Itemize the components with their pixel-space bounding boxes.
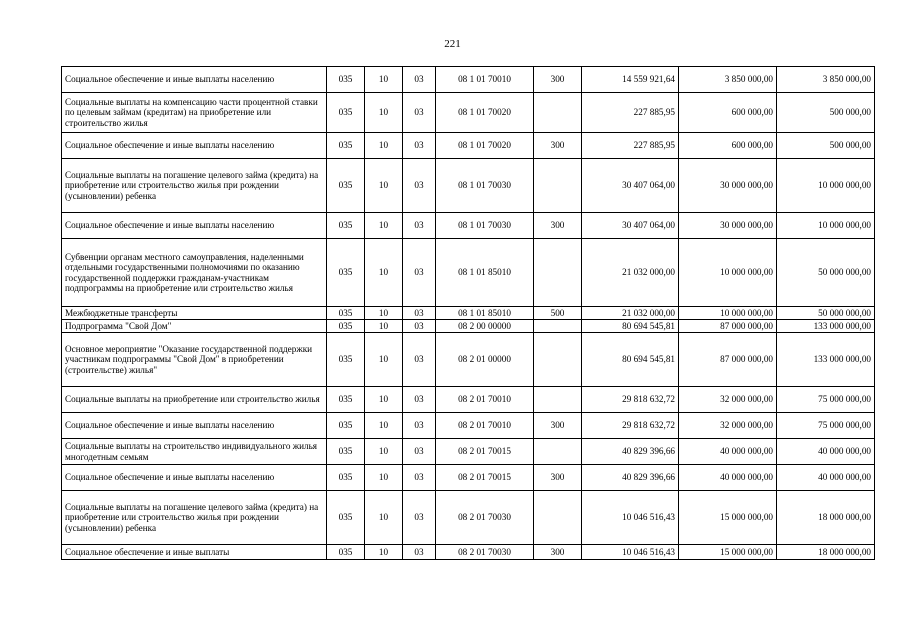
amount-year2-cell: 600 000,00 bbox=[679, 133, 777, 159]
ministry-code-cell: 035 bbox=[327, 387, 365, 413]
amount-year2-cell: 32 000 000,00 bbox=[679, 387, 777, 413]
amount-year2-cell: 10 000 000,00 bbox=[679, 239, 777, 307]
amount-year1-cell: 227 885,95 bbox=[582, 93, 679, 133]
ministry-code-cell: 035 bbox=[327, 545, 365, 560]
row-name-cell: Подпрограмма "Свой Дом" bbox=[62, 320, 327, 333]
target-article-cell: 08 1 01 85010 bbox=[436, 307, 534, 320]
expense-type-cell: 300 bbox=[534, 465, 582, 491]
row-name-cell: Социальное обеспечение и иные выплаты населению bbox=[62, 133, 327, 159]
section-code-cell: 10 bbox=[365, 239, 403, 307]
target-article-cell: 08 1 01 70020 bbox=[436, 133, 534, 159]
section-code-cell: 10 bbox=[365, 320, 403, 333]
subsection-code-cell: 03 bbox=[403, 413, 436, 439]
amount-year1-cell: 40 829 396,66 bbox=[582, 465, 679, 491]
expense-type-cell bbox=[534, 439, 582, 465]
ministry-code-cell: 035 bbox=[327, 93, 365, 133]
amount-year3-cell: 3 850 000,00 bbox=[777, 67, 875, 93]
section-code-cell: 10 bbox=[365, 333, 403, 387]
ministry-code-cell: 035 bbox=[327, 213, 365, 239]
amount-year3-cell: 75 000 000,00 bbox=[777, 387, 875, 413]
table-row bbox=[62, 93, 875, 133]
expense-type-cell bbox=[534, 333, 582, 387]
ministry-code-cell: 035 bbox=[327, 239, 365, 307]
amount-year1-cell: 14 559 921,64 bbox=[582, 67, 679, 93]
amount-year2-cell: 87 000 000,00 bbox=[679, 333, 777, 387]
amount-year1-cell: 29 818 632,72 bbox=[582, 413, 679, 439]
section-code-cell: 10 bbox=[365, 491, 403, 545]
subsection-code-cell: 03 bbox=[403, 320, 436, 333]
expense-type-cell bbox=[534, 159, 582, 213]
target-article-cell: 08 2 01 00000 bbox=[436, 333, 534, 387]
amount-year3-cell: 10 000 000,00 bbox=[777, 159, 875, 213]
section-code-cell: 10 bbox=[365, 465, 403, 491]
table-row bbox=[62, 67, 875, 93]
table-row bbox=[62, 387, 875, 413]
row-name-cell: Социальные выплаты на строительство индивидуального жилья многодетным семьям bbox=[62, 439, 327, 465]
row-name-cell: Социальные выплаты на погашение целевого займа (кредита) на приобретение или строительство жилья при рождении (усыновлении) ребенка bbox=[62, 159, 327, 213]
section-code-cell: 10 bbox=[365, 133, 403, 159]
target-article-cell: 08 1 01 70030 bbox=[436, 159, 534, 213]
amount-year3-cell: 500 000,00 bbox=[777, 93, 875, 133]
section-code-cell: 10 bbox=[365, 545, 403, 560]
expense-type-cell: 500 bbox=[534, 307, 582, 320]
row-name-cell: Основное мероприятие "Оказание государственной поддержки участникам подпрограммы "Свой Дом" в приобретении (строительстве) жилья" bbox=[62, 333, 327, 387]
table-row bbox=[62, 545, 875, 560]
amount-year3-cell: 500 000,00 bbox=[777, 133, 875, 159]
amount-year3-cell: 75 000 000,00 bbox=[777, 413, 875, 439]
row-name-cell: Социальные выплаты на погашение целевого займа (кредита) на приобретение или строительство жилья при рождении (усыновлении) ребенка bbox=[62, 491, 327, 545]
section-code-cell: 10 bbox=[365, 67, 403, 93]
ministry-code-cell: 035 bbox=[327, 159, 365, 213]
subsection-code-cell: 03 bbox=[403, 439, 436, 465]
table-row bbox=[62, 439, 875, 465]
expense-type-cell bbox=[534, 239, 582, 307]
section-code-cell: 10 bbox=[365, 439, 403, 465]
amount-year3-cell: 50 000 000,00 bbox=[777, 239, 875, 307]
amount-year2-cell: 32 000 000,00 bbox=[679, 413, 777, 439]
row-name-cell: Социальное обеспечение и иные выплаты населению bbox=[62, 465, 327, 491]
expense-type-cell bbox=[534, 320, 582, 333]
amount-year1-cell: 80 694 545,81 bbox=[582, 333, 679, 387]
target-article-cell: 08 2 01 70015 bbox=[436, 465, 534, 491]
expense-type-cell: 300 bbox=[534, 213, 582, 239]
amount-year3-cell: 40 000 000,00 bbox=[777, 439, 875, 465]
ministry-code-cell: 035 bbox=[327, 307, 365, 320]
amount-year2-cell: 40 000 000,00 bbox=[679, 439, 777, 465]
amount-year1-cell: 21 032 000,00 bbox=[582, 307, 679, 320]
section-code-cell: 10 bbox=[365, 307, 403, 320]
expense-type-cell: 300 bbox=[534, 133, 582, 159]
row-name-cell: Межбюджетные трансферты bbox=[62, 307, 327, 320]
target-article-cell: 08 2 01 70015 bbox=[436, 439, 534, 465]
row-name-cell: Социальное обеспечение и иные выплаты населению bbox=[62, 67, 327, 93]
table-row bbox=[62, 159, 875, 213]
subsection-code-cell: 03 bbox=[403, 333, 436, 387]
subsection-code-cell: 03 bbox=[403, 491, 436, 545]
budget-table-body bbox=[62, 67, 875, 560]
expense-type-cell bbox=[534, 491, 582, 545]
table-row bbox=[62, 491, 875, 545]
page-number: 221 bbox=[444, 38, 461, 50]
amount-year3-cell: 18 000 000,00 bbox=[777, 545, 875, 560]
subsection-code-cell: 03 bbox=[403, 387, 436, 413]
table-row bbox=[62, 465, 875, 491]
budget-table bbox=[61, 66, 875, 560]
amount-year1-cell: 29 818 632,72 bbox=[582, 387, 679, 413]
row-name-cell: Социальные выплаты на компенсацию части процентной ставки по целевым займам (кредитам) на приобретение или строительство жилья bbox=[62, 93, 327, 133]
row-name-cell: Социальное обеспечение и иные выплаты bbox=[62, 545, 327, 560]
ministry-code-cell: 035 bbox=[327, 491, 365, 545]
amount-year2-cell: 600 000,00 bbox=[679, 93, 777, 133]
ministry-code-cell: 035 bbox=[327, 439, 365, 465]
table-row bbox=[62, 320, 875, 333]
target-article-cell: 08 1 01 85010 bbox=[436, 239, 534, 307]
section-code-cell: 10 bbox=[365, 159, 403, 213]
table-row bbox=[62, 133, 875, 159]
amount-year2-cell: 15 000 000,00 bbox=[679, 545, 777, 560]
amount-year2-cell: 10 000 000,00 bbox=[679, 307, 777, 320]
amount-year1-cell: 30 407 064,00 bbox=[582, 159, 679, 213]
target-article-cell: 08 1 01 70030 bbox=[436, 213, 534, 239]
expense-type-cell: 300 bbox=[534, 67, 582, 93]
target-article-cell: 08 2 01 70010 bbox=[436, 413, 534, 439]
amount-year1-cell: 80 694 545,81 bbox=[582, 320, 679, 333]
amount-year3-cell: 133 000 000,00 bbox=[777, 320, 875, 333]
section-code-cell: 10 bbox=[365, 93, 403, 133]
expense-type-cell: 300 bbox=[534, 413, 582, 439]
table-row bbox=[62, 413, 875, 439]
subsection-code-cell: 03 bbox=[403, 159, 436, 213]
row-name-cell: Социальное обеспечение и иные выплаты населению bbox=[62, 213, 327, 239]
amount-year1-cell: 10 046 516,43 bbox=[582, 491, 679, 545]
amount-year3-cell: 10 000 000,00 bbox=[777, 213, 875, 239]
amount-year2-cell: 40 000 000,00 bbox=[679, 465, 777, 491]
amount-year3-cell: 40 000 000,00 bbox=[777, 465, 875, 491]
row-name-cell: Социальные выплаты на приобретение или строительство жилья bbox=[62, 387, 327, 413]
subsection-code-cell: 03 bbox=[403, 307, 436, 320]
table-row bbox=[62, 239, 875, 307]
ministry-code-cell: 035 bbox=[327, 320, 365, 333]
table-row bbox=[62, 213, 875, 239]
amount-year1-cell: 40 829 396,66 bbox=[582, 439, 679, 465]
target-article-cell: 08 2 01 70030 bbox=[436, 545, 534, 560]
amount-year3-cell: 18 000 000,00 bbox=[777, 491, 875, 545]
amount-year2-cell: 15 000 000,00 bbox=[679, 491, 777, 545]
ministry-code-cell: 035 bbox=[327, 465, 365, 491]
expense-type-cell: 300 bbox=[534, 545, 582, 560]
section-code-cell: 10 bbox=[365, 213, 403, 239]
table-row bbox=[62, 333, 875, 387]
subsection-code-cell: 03 bbox=[403, 133, 436, 159]
amount-year3-cell: 50 000 000,00 bbox=[777, 307, 875, 320]
ministry-code-cell: 035 bbox=[327, 413, 365, 439]
table-row bbox=[62, 307, 875, 320]
amount-year1-cell: 21 032 000,00 bbox=[582, 239, 679, 307]
section-code-cell: 10 bbox=[365, 413, 403, 439]
amount-year2-cell: 3 850 000,00 bbox=[679, 67, 777, 93]
target-article-cell: 08 2 00 00000 bbox=[436, 320, 534, 333]
target-article-cell: 08 2 01 70030 bbox=[436, 491, 534, 545]
ministry-code-cell: 035 bbox=[327, 133, 365, 159]
expense-type-cell bbox=[534, 387, 582, 413]
row-name-cell: Социальное обеспечение и иные выплаты населению bbox=[62, 413, 327, 439]
subsection-code-cell: 03 bbox=[403, 213, 436, 239]
amount-year2-cell: 30 000 000,00 bbox=[679, 159, 777, 213]
amount-year1-cell: 30 407 064,00 bbox=[582, 213, 679, 239]
section-code-cell: 10 bbox=[365, 387, 403, 413]
target-article-cell: 08 1 01 70020 bbox=[436, 93, 534, 133]
amount-year1-cell: 10 046 516,43 bbox=[582, 545, 679, 560]
amount-year2-cell: 87 000 000,00 bbox=[679, 320, 777, 333]
subsection-code-cell: 03 bbox=[403, 465, 436, 491]
amount-year1-cell: 227 885,95 bbox=[582, 133, 679, 159]
amount-year3-cell: 133 000 000,00 bbox=[777, 333, 875, 387]
expense-type-cell bbox=[534, 93, 582, 133]
subsection-code-cell: 03 bbox=[403, 67, 436, 93]
subsection-code-cell: 03 bbox=[403, 239, 436, 307]
subsection-code-cell: 03 bbox=[403, 545, 436, 560]
target-article-cell: 08 2 01 70010 bbox=[436, 387, 534, 413]
ministry-code-cell: 035 bbox=[327, 67, 365, 93]
target-article-cell: 08 1 01 70010 bbox=[436, 67, 534, 93]
amount-year2-cell: 30 000 000,00 bbox=[679, 213, 777, 239]
row-name-cell: Субвенции органам местного самоуправления, наделенными отдельными государственными полномочиями по оказанию государственной поддержки гражданам-участникам подпрограммы на приобретение или строительство жилья bbox=[62, 239, 327, 307]
subsection-code-cell: 03 bbox=[403, 93, 436, 133]
ministry-code-cell: 035 bbox=[327, 333, 365, 387]
